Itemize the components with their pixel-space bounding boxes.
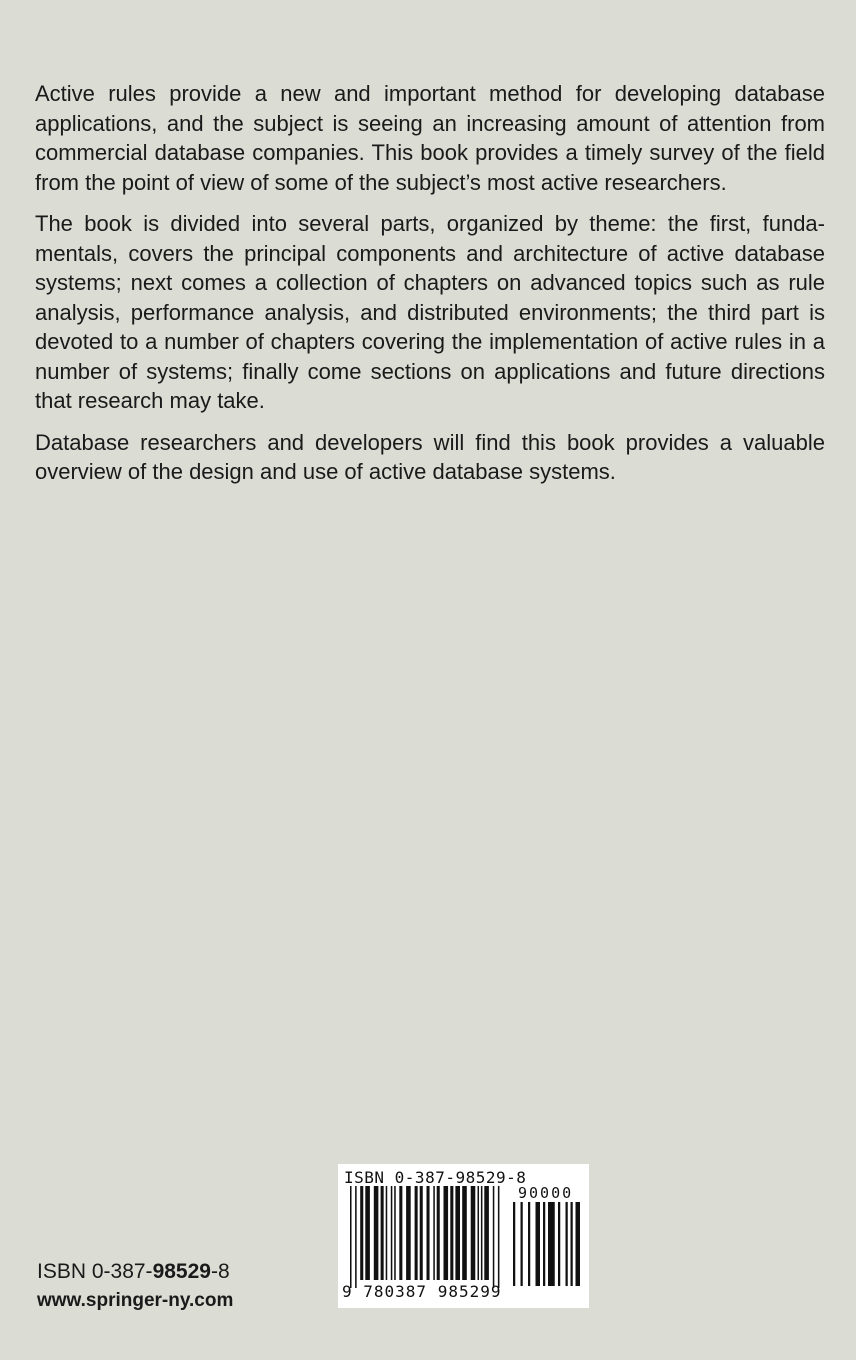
barcode-bar [394,1186,396,1280]
blurb-paragraph: The book is divided into several parts, organized by theme: the first, fundamentals, covers the principal components and architecture of active database systems; next comes a collection of chapters on advanced topics such as rule analysis, performance analysis, and distributed environments; the third part is devoted to a number of chapters covering the implementation of active rules in a number of systems; finally come sections on applications and future directions that research may take. [35,211,825,413]
barcode-bar [462,1186,467,1280]
barcode-bar [455,1186,460,1280]
isbn-text [37,1258,233,1286]
isbn-bold-part: 98529 [152,1260,211,1283]
barcode-bar [493,1186,495,1288]
barcode-bar [571,1202,573,1286]
barcode-bar [558,1202,560,1286]
barcode-bar [484,1186,489,1280]
barcode-bar [433,1186,435,1280]
publisher-website[interactable]: www.springer-ny.com [37,1290,234,1311]
barcode [338,1164,589,1308]
barcode-bar [420,1186,423,1280]
barcode-bar [360,1186,363,1280]
barcode-bar [406,1186,411,1280]
barcode-bar [381,1186,384,1280]
barcode-bar [437,1186,440,1280]
barcode-bar [543,1202,545,1286]
barcode-bar [521,1202,523,1286]
barcode-bar [415,1186,418,1280]
isbn-suffix: -8 [210,1260,230,1283]
barcode-bar [528,1202,530,1286]
barcode-bar [566,1202,568,1286]
barcode-bar [471,1186,476,1280]
barcode-bar [536,1202,541,1286]
barcode-bar [481,1186,483,1280]
barcode-bar [576,1202,581,1286]
barcode-bar [498,1186,500,1288]
barcode-bar [355,1186,357,1288]
barcode-bar [399,1186,402,1280]
barcode-ean-number: 9 780387 985299 [342,1282,502,1301]
barcode-addon-number: 90000 [518,1184,574,1202]
barcode-bar [548,1202,555,1286]
blurb-paragraph: Database researchers and developers will find this book provides a valuable overview of the design and use of active database systems. [35,429,825,484]
barcode-bar [386,1186,388,1280]
isbn-block [37,1258,233,1316]
blurb-paragraph: Active rules provide a new and important method for developing database applications, and the subject is seeing an increasing amount of attention from commercial database companies. This book provides a timely survey of the field from the point of view of some of the subject’s most active researchers. [35,81,825,195]
barcode-isbn-label: ISBN 0-387-98529-8 [344,1168,527,1187]
isbn-prefix: ISBN 0-387- [37,1260,153,1283]
barcode-bar [450,1186,453,1280]
barcode-bar [513,1202,515,1286]
barcode-bar [427,1186,430,1280]
barcode-bar [391,1186,393,1280]
barcode-bar [374,1186,379,1280]
barcode-bar [478,1186,480,1280]
barcode-bar [350,1186,352,1288]
back-cover-blurb [35,79,825,499]
barcode-bar [365,1186,370,1280]
barcode-bar [444,1186,449,1280]
